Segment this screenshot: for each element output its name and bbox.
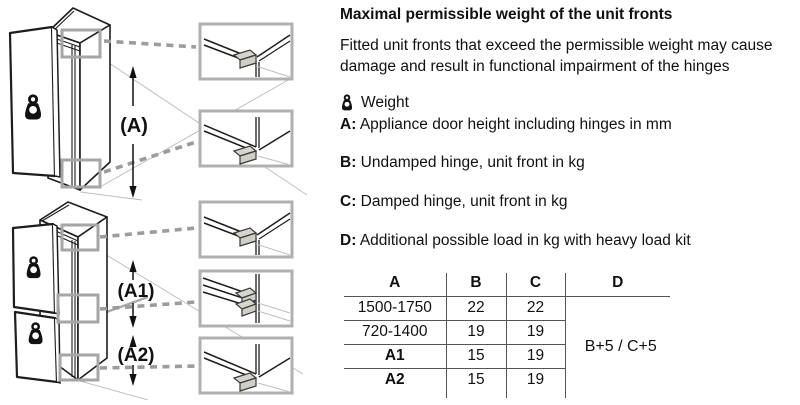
legend-weight	[340, 94, 409, 112]
legend-key: D:	[340, 232, 357, 249]
dimension-label-a1: (A1)	[117, 281, 155, 302]
lower-unit-front-door	[15, 312, 60, 383]
upper-unit-front-door	[13, 224, 59, 314]
leader-dashed-line	[100, 302, 196, 309]
legend-item-d	[340, 232, 691, 250]
legend-item-a	[340, 116, 672, 134]
cell-c: 22	[506, 297, 565, 321]
cell-c: 19	[506, 369, 565, 399]
leader-dashed-line	[104, 142, 196, 172]
unit-front-door	[10, 27, 60, 177]
cell-d-merged: B+5 / C+5	[584, 338, 657, 355]
cell-b: 19	[446, 321, 506, 345]
unit-front-diagrams	[0, 0, 340, 400]
legend-text: Appliance door height including hinges in mm	[359, 116, 672, 133]
legend-item-c	[340, 193, 567, 211]
cell-b: 15	[446, 345, 506, 369]
leader-dashed-line	[100, 366, 196, 368]
weight-spec-table	[344, 273, 670, 398]
hinge-detail-callout-bottom	[200, 111, 292, 166]
cell-a: A2	[344, 369, 446, 399]
cell-a: 1500-1750	[344, 297, 446, 321]
dimension-label-a: (A)	[120, 115, 148, 137]
page-title: Maximal permissible weight of the unit fronts	[340, 6, 673, 23]
legend-key: A:	[340, 116, 357, 133]
hinge-detail-callout-middle	[200, 271, 292, 326]
table-header-row	[344, 273, 670, 297]
cell-b: 22	[446, 297, 506, 321]
col-header-d: D	[565, 273, 670, 297]
col-header-a: A	[344, 273, 446, 297]
hinge-detail-callout-top	[200, 24, 292, 79]
cell-a: 720-1400	[344, 321, 446, 345]
hinge-detail-callout-bottom-2	[200, 338, 292, 393]
leader-dashed-line	[104, 41, 196, 47]
dimension-label-a2: (A2)	[117, 345, 155, 366]
hinge-detail-callout-top-2	[200, 202, 292, 257]
leader-dashed-line	[100, 228, 196, 237]
intro-paragraph: Fitted unit fronts that exceed the permissible weight may cause damage and result in functional impairment of the hinges	[340, 37, 773, 75]
col-header-c: C	[506, 273, 565, 297]
legend-key: C:	[340, 193, 357, 210]
cell-a: A1	[344, 345, 446, 369]
legend-item-b	[340, 154, 585, 172]
weight-icon	[340, 94, 354, 112]
cell-c: 19	[506, 321, 565, 345]
col-header-b: B	[446, 273, 506, 297]
legend-weight-label: Weight	[361, 94, 409, 111]
table-row	[344, 297, 670, 321]
diagram-pane	[0, 0, 340, 400]
legend-text: Undamped hinge, unit front in kg	[360, 154, 585, 171]
cell-b: 15	[446, 369, 506, 399]
content-pane	[340, 0, 800, 400]
cell-c: 19	[506, 345, 565, 369]
legend-text: Additional possible load in kg with heavy load kit	[359, 232, 691, 249]
legend-text: Damped hinge, unit front in kg	[360, 193, 568, 210]
legend-key: B:	[340, 154, 357, 171]
